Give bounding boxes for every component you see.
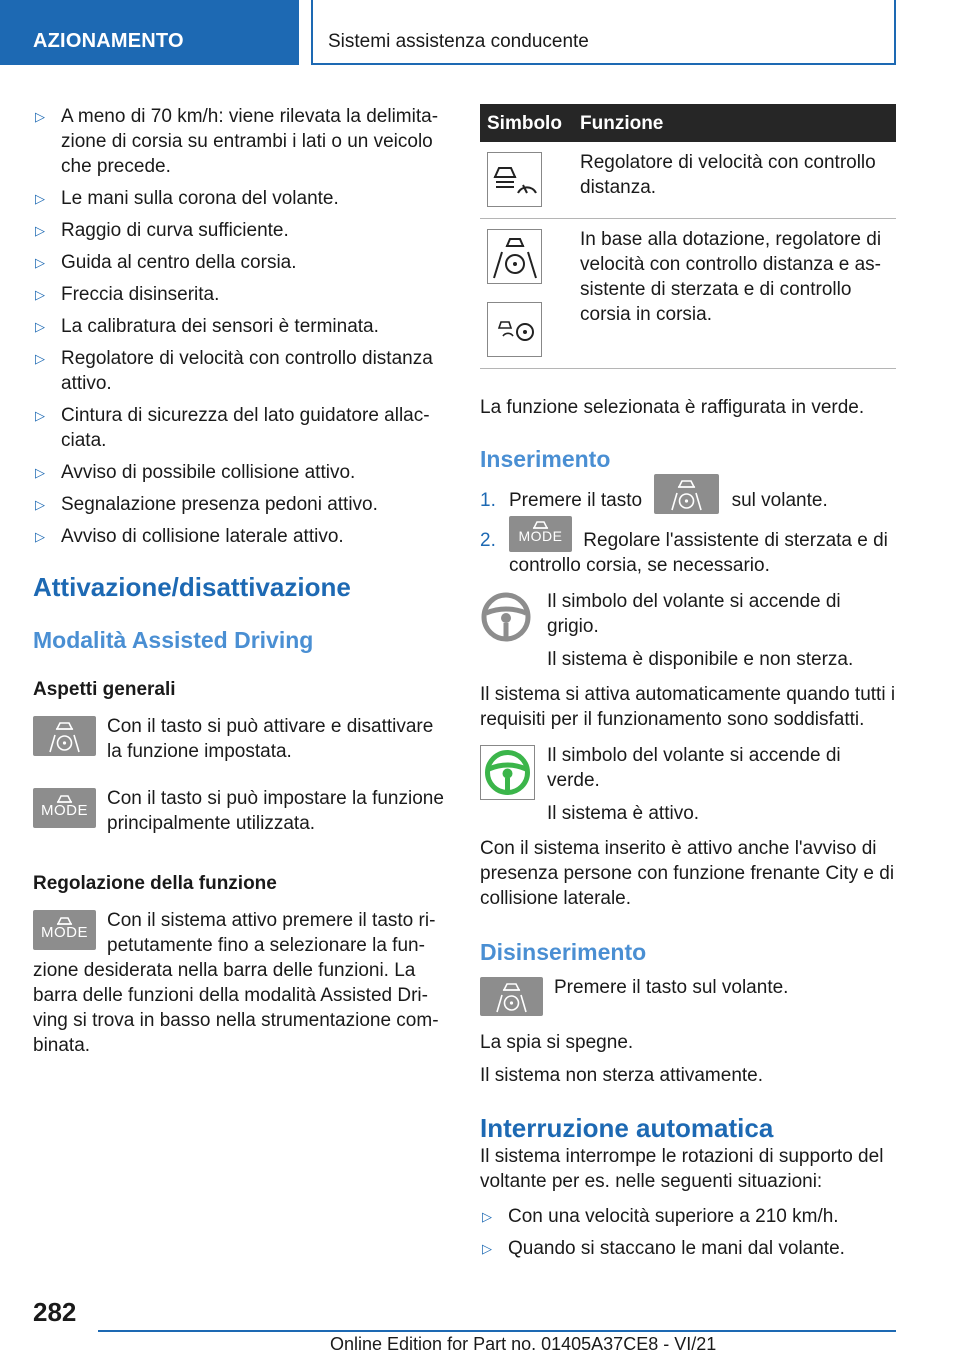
triangle-bullet-icon: ▷ [35,497,45,512]
grey-state: Il simbolo del volante si accende di grigio. Il sistema è disponibile e non sterza. [480,589,896,672]
heading-disinserimento: Disinserimento [480,938,647,965]
triangle-bullet-icon: ▷ [35,287,45,302]
distance-control-icon [487,152,542,207]
mode-button-icon: MODE [33,910,96,950]
regulation-block [33,908,445,1058]
page-number: 282 [33,1297,77,1327]
table-row: Regolatore di velocità con controllo distanza. [480,142,896,218]
light-off-text: La spia si spegne. [480,1031,634,1053]
triangle-bullet-icon: ▷ [35,191,45,206]
list-item: ▷ Con una velocità superiore a 210 km/h. [482,1205,839,1227]
general-item-2: MODE Con il tasto si può impostare la funzione principalmente utilizzata. [33,786,445,836]
list-item: ▷ Quando si staccano le mani dal volante. [482,1237,845,1259]
right-column [480,104,896,1268]
selected-note: La funzione selezionata è raffigurata in verde. [480,396,865,418]
list-item: 2. MODE Regolare l'assistente di sterzata e di controllo corsia, se necessario. [480,528,896,578]
triangle-bullet-icon: ▷ [482,1208,492,1224]
list-item: ▷ Avviso di possibile collisione attivo. [35,462,356,483]
triangle-bullet-icon: ▷ [35,465,45,480]
triangle-bullet-icon: ▷ [35,255,45,270]
heading-assisted-driving: Modalità Assisted Driving [33,627,314,653]
inserted-text: Con il sistema inserito è attivo anche l'avviso di presenza persone con funzione frenante City e di collisione laterale. [480,837,895,909]
table-row: In base alla dotazione, regolatore di velocità con controllo distanza e assistente di sterzata e di controllo corsia in corsia. [480,218,896,368]
steering-assistant-icon [487,229,542,284]
regulation-text: Con il sistema attivo premere il tasto ripetutamente fino a selezionare la funzione desiderata nella barra delle funzioni. La barra delle funzioni della modalità Assisted Driving si trova in basso nella strumentazione combinata. [33,910,439,1056]
requirements-list [33,104,445,549]
triangle-bullet-icon: ▷ [35,408,45,423]
section-tab [0,0,299,65]
interrupt-text: Il sistema interrompe le rotazioni di supporto del voltante per es. nelle seguenti situazioni: [480,1145,884,1192]
list-item: ▷ Segnalazione presenza pedoni attivo. [35,494,378,515]
general-item-1: Con il tasto si può attivare e disattivare la funzione impostata. [33,714,445,764]
table-header-function: Funzione [575,104,896,142]
table-header-symbol: Simbolo [480,104,575,142]
mode-button-icon: MODE [33,788,96,828]
list-item: ▷ A meno di 70 km/h: viene rilevata la delimitazione di corsia su entrambi i lati o un veicolo che precede. [35,106,439,177]
assist-button-icon [654,474,719,514]
heading-general: Aspetti generali [33,679,176,700]
disinsert-row: Premere il tasto sul volante. [480,975,896,1016]
list-item: ▷ Cintura di sicurezza del lato guidatore allacciata. [35,405,430,451]
steering-wheel-grey-icon [480,591,532,643]
mode-button-icon: MODE [509,516,572,552]
distance-steering-icon [487,302,542,357]
section-title: AZIONAMENTO [33,30,184,52]
list-item: ▷ Avviso di collisione laterale attivo. [35,526,344,547]
triangle-bullet-icon: ▷ [35,223,45,238]
assist-button-icon [480,977,543,1016]
steering-wheel-green-icon [480,745,535,800]
triangle-bullet-icon: ▷ [35,529,45,544]
list-item: ▷ La calibratura dei sensori è terminata. [35,316,379,337]
triangle-bullet-icon: ▷ [35,319,45,334]
list-item: ▷ Guida al centro della corsia. [35,252,297,273]
steps-list [480,488,896,578]
no-steer-text: Il sistema non sterza attivamente. [480,1064,764,1086]
symbol-table [480,104,896,369]
heading-activation: Attivazione/disattivazione [33,572,351,602]
green-state: Il simbolo del volante si accende di verde. Il sistema è attivo. [480,743,896,826]
triangle-bullet-icon: ▷ [35,351,45,366]
list-item: 1. Premere il tasto sul volante. [480,488,896,514]
interrupt-list [480,1204,896,1261]
assist-button-icon [33,716,96,756]
auto-activation-text: Il sistema si attiva automaticamente quando tutti i requisiti per il funzionamento sono soddisfatti. [480,683,896,730]
triangle-bullet-icon: ▷ [35,109,45,124]
list-item: ▷ Raggio di curva sufficiente. [35,220,289,241]
heading-interruzione: Interruzione automatica [480,1112,774,1143]
chapter-title: Sistemi assistenza conducente [328,31,589,52]
heading-inserimento: Inserimento [480,445,611,472]
list-item: ▷ Freccia disinserita. [35,284,220,305]
heading-regulation: Regolazione della funzione [33,873,277,894]
chapter-tab [311,0,896,65]
list-item: ▷ Regolatore di velocità con controllo distanza attivo. [35,348,433,394]
left-column [33,104,445,1058]
triangle-bullet-icon: ▷ [482,1240,492,1256]
list-item: ▷ Le mani sulla corona del volante. [35,188,339,209]
edition-text: Online Edition for Part no. 01405A37CE8 - VI/21 [330,1334,717,1354]
